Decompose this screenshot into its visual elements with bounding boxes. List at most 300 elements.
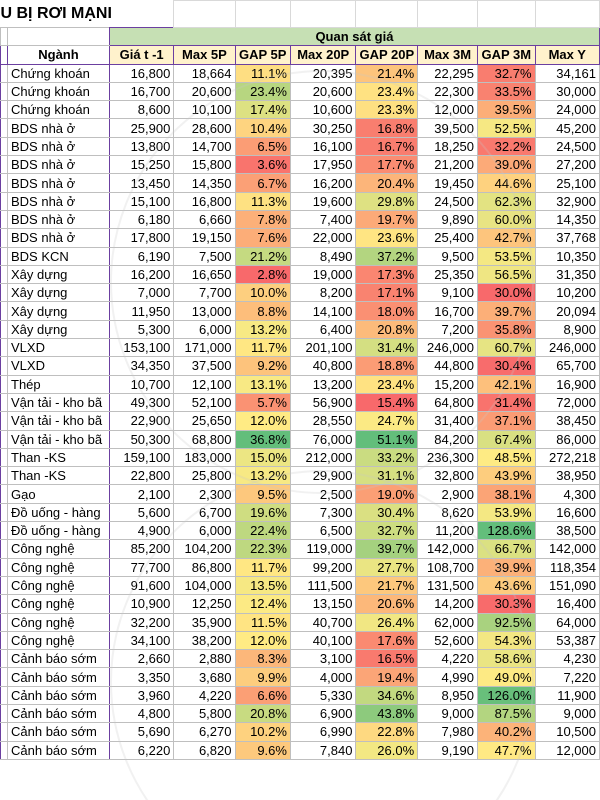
gap-cell[interactable]: 92.5% xyxy=(478,613,536,631)
price-cell[interactable]: 15,200 xyxy=(418,375,478,393)
price-cell[interactable]: 6,270 xyxy=(174,723,235,741)
gap-cell[interactable]: 16.8% xyxy=(356,119,418,137)
gap-cell[interactable]: 17.1% xyxy=(356,284,418,302)
price-cell[interactable]: 45,200 xyxy=(535,119,599,137)
price-cell[interactable]: 99,200 xyxy=(290,558,356,576)
gap-cell[interactable]: 31.4% xyxy=(356,339,418,357)
price-cell[interactable]: 5,800 xyxy=(174,704,235,722)
price-cell[interactable]: 16,200 xyxy=(109,265,173,283)
gap-cell[interactable]: 36.8% xyxy=(235,430,290,448)
price-cell[interactable]: 52,600 xyxy=(418,631,478,649)
price-cell[interactable]: 22,300 xyxy=(418,82,478,100)
gap-cell[interactable]: 27.7% xyxy=(356,558,418,576)
price-cell[interactable]: 16,200 xyxy=(290,174,356,192)
sector-cell[interactable]: Công nghệ xyxy=(8,631,110,649)
price-cell[interactable]: 19,000 xyxy=(290,265,356,283)
price-cell[interactable]: 8,200 xyxy=(290,284,356,302)
gap-cell[interactable]: 52.5% xyxy=(478,119,536,137)
gap-cell[interactable]: 19.4% xyxy=(356,668,418,686)
price-cell[interactable]: 246,000 xyxy=(535,339,599,357)
gap-cell[interactable]: 53.5% xyxy=(478,247,536,265)
price-cell[interactable]: 151,090 xyxy=(535,576,599,594)
price-cell[interactable]: 53,387 xyxy=(535,631,599,649)
gap-cell[interactable]: 11.5% xyxy=(235,613,290,631)
sector-cell[interactable]: Công nghệ xyxy=(8,613,110,631)
price-cell[interactable]: 30,000 xyxy=(535,82,599,100)
sector-cell[interactable]: BDS nhà ở xyxy=(8,119,110,137)
sector-cell[interactable]: BDS nhà ở xyxy=(8,137,110,155)
gap-cell[interactable]: 12.0% xyxy=(235,631,290,649)
price-cell[interactable]: 4,900 xyxy=(109,522,173,540)
sector-cell[interactable]: Cảnh báo sớm xyxy=(8,704,110,722)
price-cell[interactable]: 4,230 xyxy=(535,650,599,668)
gap-cell[interactable]: 39.5% xyxy=(478,101,536,119)
sector-cell[interactable]: Công nghệ xyxy=(8,558,110,576)
sector-cell[interactable]: Cảnh báo sớm xyxy=(8,723,110,741)
gap-cell[interactable]: 39.7% xyxy=(356,540,418,558)
price-cell[interactable]: 72,000 xyxy=(535,393,599,411)
sector-cell[interactable]: Xây dựng xyxy=(8,302,110,320)
price-cell[interactable]: 20,094 xyxy=(535,302,599,320)
price-cell[interactable]: 52,100 xyxy=(174,393,235,411)
price-cell[interactable]: 10,600 xyxy=(290,101,356,119)
price-cell[interactable]: 11,900 xyxy=(535,686,599,704)
gap-cell[interactable]: 21.4% xyxy=(356,64,418,82)
price-cell[interactable]: 25,100 xyxy=(535,174,599,192)
price-cell[interactable]: 30,250 xyxy=(290,119,356,137)
gap-cell[interactable]: 11.1% xyxy=(235,64,290,82)
price-cell[interactable]: 49,300 xyxy=(109,393,173,411)
sector-cell[interactable]: Cảnh báo sớm xyxy=(8,686,110,704)
price-cell[interactable]: 16,700 xyxy=(109,82,173,100)
price-cell[interactable]: 159,100 xyxy=(109,448,173,466)
price-cell[interactable]: 9,000 xyxy=(535,704,599,722)
price-cell[interactable]: 6,500 xyxy=(290,522,356,540)
price-cell[interactable]: 16,600 xyxy=(535,503,599,521)
gap-cell[interactable]: 39.7% xyxy=(478,302,536,320)
price-cell[interactable]: 104,200 xyxy=(174,540,235,558)
gap-cell[interactable]: 42.7% xyxy=(478,229,536,247)
price-cell[interactable]: 68,800 xyxy=(174,430,235,448)
price-cell[interactable]: 6,900 xyxy=(290,704,356,722)
price-cell[interactable]: 9,100 xyxy=(418,284,478,302)
price-cell[interactable]: 24,000 xyxy=(535,101,599,119)
gap-cell[interactable]: 6.5% xyxy=(235,137,290,155)
sector-cell[interactable]: Vận tải - kho bã xyxy=(8,393,110,411)
gap-cell[interactable]: 19.7% xyxy=(356,210,418,228)
gap-cell[interactable]: 47.7% xyxy=(478,741,536,759)
price-cell[interactable]: 183,000 xyxy=(174,448,235,466)
price-cell[interactable]: 34,100 xyxy=(109,631,173,649)
gap-cell[interactable]: 17.7% xyxy=(356,156,418,174)
gap-cell[interactable]: 37.1% xyxy=(478,412,536,430)
price-cell[interactable]: 3,350 xyxy=(109,668,173,686)
gap-cell[interactable]: 60.7% xyxy=(478,339,536,357)
price-cell[interactable]: 272,218 xyxy=(535,448,599,466)
price-cell[interactable]: 17,800 xyxy=(109,229,173,247)
price-cell[interactable]: 7,980 xyxy=(418,723,478,741)
price-cell[interactable]: 8,490 xyxy=(290,247,356,265)
sector-cell[interactable]: Vận tải - kho bã xyxy=(8,412,110,430)
gap-cell[interactable]: 22.8% xyxy=(356,723,418,741)
sector-cell[interactable]: Xây dựng xyxy=(8,284,110,302)
gap-cell[interactable]: 39.0% xyxy=(478,156,536,174)
gap-cell[interactable]: 26.0% xyxy=(356,741,418,759)
price-cell[interactable]: 86,800 xyxy=(174,558,235,576)
sector-cell[interactable]: Gạo xyxy=(8,485,110,503)
gap-cell[interactable]: 15.0% xyxy=(235,448,290,466)
price-cell[interactable]: 28,550 xyxy=(290,412,356,430)
price-cell[interactable]: 64,800 xyxy=(418,393,478,411)
price-cell[interactable]: 2,100 xyxy=(109,485,173,503)
gap-cell[interactable]: 8.3% xyxy=(235,650,290,668)
price-cell[interactable]: 85,200 xyxy=(109,540,173,558)
gap-cell[interactable]: 17.3% xyxy=(356,265,418,283)
sector-cell[interactable]: BDS KCN xyxy=(8,247,110,265)
sector-cell[interactable]: VLXD xyxy=(8,357,110,375)
price-cell[interactable]: 39,500 xyxy=(418,119,478,137)
gap-cell[interactable]: 29.8% xyxy=(356,192,418,210)
price-cell[interactable]: 40,800 xyxy=(290,357,356,375)
gap-cell[interactable]: 9.9% xyxy=(235,668,290,686)
gap-cell[interactable]: 10.4% xyxy=(235,119,290,137)
price-cell[interactable]: 17,950 xyxy=(290,156,356,174)
gap-cell[interactable]: 10.0% xyxy=(235,284,290,302)
gap-cell[interactable]: 22.4% xyxy=(235,522,290,540)
price-cell[interactable]: 2,660 xyxy=(109,650,173,668)
price-cell[interactable]: 6,000 xyxy=(174,320,235,338)
gap-cell[interactable]: 9.6% xyxy=(235,741,290,759)
column-header-gap3m[interactable]: GAP 3M xyxy=(478,46,536,64)
gap-cell[interactable]: 23.4% xyxy=(356,375,418,393)
gap-cell[interactable]: 20.8% xyxy=(356,320,418,338)
price-cell[interactable]: 19,450 xyxy=(418,174,478,192)
price-cell[interactable]: 37,500 xyxy=(174,357,235,375)
price-cell[interactable]: 15,800 xyxy=(174,156,235,174)
price-cell[interactable]: 27,200 xyxy=(535,156,599,174)
gap-cell[interactable]: 19.6% xyxy=(235,503,290,521)
gap-cell[interactable]: 20.4% xyxy=(356,174,418,192)
price-cell[interactable]: 32,900 xyxy=(535,192,599,210)
column-header-max20p[interactable]: Max 20P xyxy=(290,46,356,64)
price-cell[interactable]: 6,000 xyxy=(174,522,235,540)
sector-cell[interactable]: Chứng khoán xyxy=(8,82,110,100)
price-cell[interactable]: 12,250 xyxy=(174,595,235,613)
price-cell[interactable]: 108,700 xyxy=(418,558,478,576)
price-cell[interactable]: 18,250 xyxy=(418,137,478,155)
gap-cell[interactable]: 31.1% xyxy=(356,467,418,485)
price-cell[interactable]: 62,000 xyxy=(418,613,478,631)
price-cell[interactable]: 2,500 xyxy=(290,485,356,503)
price-cell[interactable]: 38,950 xyxy=(535,467,599,485)
gap-cell[interactable]: 13.2% xyxy=(235,467,290,485)
gap-cell[interactable]: 2.8% xyxy=(235,265,290,283)
column-header-max3m[interactable]: Max 3M xyxy=(418,46,478,64)
gap-cell[interactable]: 30.0% xyxy=(478,284,536,302)
gap-cell[interactable]: 17.4% xyxy=(235,101,290,119)
price-cell[interactable]: 76,000 xyxy=(290,430,356,448)
price-cell[interactable]: 86,000 xyxy=(535,430,599,448)
sector-cell[interactable]: VLXD xyxy=(8,339,110,357)
column-header-gap5p[interactable]: GAP 5P xyxy=(235,46,290,64)
gap-cell[interactable]: 7.6% xyxy=(235,229,290,247)
price-cell[interactable]: 4,000 xyxy=(290,668,356,686)
gap-cell[interactable]: 13.5% xyxy=(235,576,290,594)
price-cell[interactable]: 171,000 xyxy=(174,339,235,357)
sector-cell[interactable]: Than -KS xyxy=(8,467,110,485)
gap-cell[interactable]: 9.2% xyxy=(235,357,290,375)
gap-cell[interactable]: 15.4% xyxy=(356,393,418,411)
sector-cell[interactable]: Đồ uống - hàng xyxy=(8,522,110,540)
sector-cell[interactable]: Đồ uống - hàng xyxy=(8,503,110,521)
gap-cell[interactable]: 67.4% xyxy=(478,430,536,448)
gap-cell[interactable]: 37.2% xyxy=(356,247,418,265)
price-cell[interactable]: 14,100 xyxy=(290,302,356,320)
price-cell[interactable]: 4,800 xyxy=(109,704,173,722)
price-cell[interactable]: 16,100 xyxy=(290,137,356,155)
price-cell[interactable]: 6,180 xyxy=(109,210,173,228)
gap-cell[interactable]: 18.8% xyxy=(356,357,418,375)
gap-cell[interactable]: 19.0% xyxy=(356,485,418,503)
price-cell[interactable]: 119,000 xyxy=(290,540,356,558)
price-cell[interactable]: 104,000 xyxy=(174,576,235,594)
price-cell[interactable]: 35,900 xyxy=(174,613,235,631)
price-cell[interactable]: 91,600 xyxy=(109,576,173,594)
price-cell[interactable]: 4,300 xyxy=(535,485,599,503)
gap-cell[interactable]: 34.6% xyxy=(356,686,418,704)
gap-cell[interactable]: 9.5% xyxy=(235,485,290,503)
gap-cell[interactable]: 16.7% xyxy=(356,137,418,155)
gap-cell[interactable]: 87.5% xyxy=(478,704,536,722)
price-cell[interactable]: 20,600 xyxy=(290,82,356,100)
sector-cell[interactable]: Than -KS xyxy=(8,448,110,466)
price-cell[interactable]: 18,664 xyxy=(174,64,235,82)
price-cell[interactable]: 10,350 xyxy=(535,247,599,265)
gap-cell[interactable]: 51.1% xyxy=(356,430,418,448)
sheet-title[interactable]: U BỊ RƠI MẠNI xyxy=(0,4,112,22)
gap-cell[interactable]: 23.4% xyxy=(235,82,290,100)
gap-cell[interactable]: 128.6% xyxy=(478,522,536,540)
price-cell[interactable]: 20,395 xyxy=(290,64,356,82)
price-cell[interactable]: 22,295 xyxy=(418,64,478,82)
price-cell[interactable]: 64,000 xyxy=(535,613,599,631)
gap-cell[interactable]: 32.2% xyxy=(478,137,536,155)
gap-cell[interactable]: 66.7% xyxy=(478,540,536,558)
gap-cell[interactable]: 42.1% xyxy=(478,375,536,393)
gap-cell[interactable]: 33.2% xyxy=(356,448,418,466)
gap-cell[interactable]: 30.4% xyxy=(478,357,536,375)
gap-cell[interactable]: 56.5% xyxy=(478,265,536,283)
price-cell[interactable]: 14,200 xyxy=(418,595,478,613)
sector-cell[interactable]: Công nghệ xyxy=(8,576,110,594)
gap-cell[interactable]: 31.4% xyxy=(478,393,536,411)
price-cell[interactable]: 5,330 xyxy=(290,686,356,704)
price-cell[interactable]: 11,950 xyxy=(109,302,173,320)
price-cell[interactable]: 9,500 xyxy=(418,247,478,265)
price-cell[interactable]: 7,500 xyxy=(174,247,235,265)
gap-cell[interactable]: 32.7% xyxy=(356,522,418,540)
sector-cell[interactable]: Chứng khoán xyxy=(8,64,110,82)
sector-cell[interactable]: BDS nhà ở xyxy=(8,192,110,210)
column-header-gap20p[interactable]: GAP 20P xyxy=(356,46,418,64)
price-cell[interactable]: 7,220 xyxy=(535,668,599,686)
sector-cell[interactable]: Chứng khoán xyxy=(8,101,110,119)
gap-cell[interactable]: 13.1% xyxy=(235,375,290,393)
gap-cell[interactable]: 11.3% xyxy=(235,192,290,210)
price-cell[interactable]: 84,200 xyxy=(418,430,478,448)
price-cell[interactable]: 77,700 xyxy=(109,558,173,576)
gap-cell[interactable]: 23.3% xyxy=(356,101,418,119)
price-cell[interactable]: 21,200 xyxy=(418,156,478,174)
sector-cell[interactable]: BDS nhà ở xyxy=(8,229,110,247)
price-cell[interactable]: 31,400 xyxy=(418,412,478,430)
gap-cell[interactable]: 13.2% xyxy=(235,320,290,338)
price-cell[interactable]: 40,700 xyxy=(290,613,356,631)
price-cell[interactable]: 4,220 xyxy=(418,650,478,668)
price-cell[interactable]: 15,100 xyxy=(109,192,173,210)
gap-cell[interactable]: 60.0% xyxy=(478,210,536,228)
price-cell[interactable]: 8,620 xyxy=(418,503,478,521)
group-header-cell[interactable]: Quan sát giá xyxy=(109,28,599,46)
gap-cell[interactable]: 16.5% xyxy=(356,650,418,668)
price-cell[interactable]: 28,600 xyxy=(174,119,235,137)
price-cell[interactable]: 16,700 xyxy=(418,302,478,320)
sector-cell[interactable]: Cảnh báo sớm xyxy=(8,668,110,686)
price-cell[interactable]: 25,350 xyxy=(418,265,478,283)
gap-cell[interactable]: 48.5% xyxy=(478,448,536,466)
price-cell[interactable]: 25,650 xyxy=(174,412,235,430)
price-cell[interactable]: 16,800 xyxy=(174,192,235,210)
price-cell[interactable]: 9,000 xyxy=(418,704,478,722)
price-cell[interactable]: 34,350 xyxy=(109,357,173,375)
price-cell[interactable]: 4,990 xyxy=(418,668,478,686)
price-cell[interactable]: 38,450 xyxy=(535,412,599,430)
price-cell[interactable]: 5,300 xyxy=(109,320,173,338)
price-cell[interactable]: 12,000 xyxy=(418,101,478,119)
sector-cell[interactable]: Cảnh báo sớm xyxy=(8,741,110,759)
price-cell[interactable]: 8,600 xyxy=(109,101,173,119)
price-cell[interactable]: 7,400 xyxy=(290,210,356,228)
gap-cell[interactable]: 126.0% xyxy=(478,686,536,704)
column-header-max5p[interactable]: Max 5P xyxy=(174,46,235,64)
gap-cell[interactable]: 11.7% xyxy=(235,339,290,357)
sector-cell[interactable]: BDS nhà ở xyxy=(8,210,110,228)
price-cell[interactable]: 13,800 xyxy=(109,137,173,155)
gap-cell[interactable]: 32.7% xyxy=(478,64,536,82)
sector-cell[interactable]: BDS nhà ở xyxy=(8,174,110,192)
price-cell[interactable]: 13,000 xyxy=(174,302,235,320)
price-cell[interactable]: 212,000 xyxy=(290,448,356,466)
price-cell[interactable]: 236,300 xyxy=(418,448,478,466)
gap-cell[interactable]: 20.8% xyxy=(235,704,290,722)
price-cell[interactable]: 22,000 xyxy=(290,229,356,247)
sector-cell[interactable]: Vận tải - kho bã xyxy=(8,430,110,448)
price-cell[interactable]: 16,400 xyxy=(535,595,599,613)
gap-cell[interactable]: 12.4% xyxy=(235,595,290,613)
price-cell[interactable]: 38,500 xyxy=(535,522,599,540)
gap-cell[interactable]: 3.6% xyxy=(235,156,290,174)
price-cell[interactable]: 7,840 xyxy=(290,741,356,759)
price-cell[interactable]: 8,950 xyxy=(418,686,478,704)
price-cell[interactable]: 7,700 xyxy=(174,284,235,302)
price-cell[interactable]: 246,000 xyxy=(418,339,478,357)
gap-cell[interactable]: 21.7% xyxy=(356,576,418,594)
price-cell[interactable]: 6,990 xyxy=(290,723,356,741)
gap-cell[interactable]: 44.6% xyxy=(478,174,536,192)
gap-cell[interactable]: 39.9% xyxy=(478,558,536,576)
sector-cell[interactable]: Công nghệ xyxy=(8,595,110,613)
gap-cell[interactable]: 18.0% xyxy=(356,302,418,320)
price-cell[interactable]: 14,700 xyxy=(174,137,235,155)
price-cell[interactable]: 16,800 xyxy=(109,64,173,82)
price-cell[interactable]: 12,100 xyxy=(174,375,235,393)
gap-cell[interactable]: 53.9% xyxy=(478,503,536,521)
column-header-maxy[interactable]: Max Y xyxy=(535,46,599,64)
gap-cell[interactable]: 6.6% xyxy=(235,686,290,704)
price-cell[interactable]: 15,250 xyxy=(109,156,173,174)
price-cell[interactable]: 3,100 xyxy=(290,650,356,668)
gap-cell[interactable]: 7.8% xyxy=(235,210,290,228)
gap-cell[interactable]: 54.3% xyxy=(478,631,536,649)
gap-cell[interactable]: 43.8% xyxy=(356,704,418,722)
price-cell[interactable]: 10,700 xyxy=(109,375,173,393)
price-cell[interactable]: 34,161 xyxy=(535,64,599,82)
price-cell[interactable]: 44,800 xyxy=(418,357,478,375)
price-cell[interactable]: 32,200 xyxy=(109,613,173,631)
price-cell[interactable]: 142,000 xyxy=(418,540,478,558)
gap-cell[interactable]: 43.9% xyxy=(478,467,536,485)
gap-cell[interactable]: 26.4% xyxy=(356,613,418,631)
column-header-name[interactable]: Ngành xyxy=(8,46,110,64)
gap-cell[interactable]: 30.3% xyxy=(478,595,536,613)
price-cell[interactable]: 29,900 xyxy=(290,467,356,485)
gap-cell[interactable]: 5.7% xyxy=(235,393,290,411)
gap-cell[interactable]: 24.7% xyxy=(356,412,418,430)
price-cell[interactable]: 6,220 xyxy=(109,741,173,759)
price-cell[interactable]: 65,700 xyxy=(535,357,599,375)
price-cell[interactable]: 8,900 xyxy=(535,320,599,338)
gap-cell[interactable]: 20.6% xyxy=(356,595,418,613)
price-cell[interactable]: 32,800 xyxy=(418,467,478,485)
price-cell[interactable]: 25,800 xyxy=(174,467,235,485)
price-cell[interactable]: 9,890 xyxy=(418,210,478,228)
price-cell[interactable]: 13,450 xyxy=(109,174,173,192)
price-cell[interactable]: 19,150 xyxy=(174,229,235,247)
price-cell[interactable]: 6,820 xyxy=(174,741,235,759)
price-cell[interactable]: 6,190 xyxy=(109,247,173,265)
sector-cell[interactable]: Xây dựng xyxy=(8,265,110,283)
gap-cell[interactable]: 6.7% xyxy=(235,174,290,192)
price-cell[interactable]: 9,190 xyxy=(418,741,478,759)
price-cell[interactable]: 10,100 xyxy=(174,101,235,119)
price-cell[interactable]: 7,300 xyxy=(290,503,356,521)
price-cell[interactable]: 38,200 xyxy=(174,631,235,649)
sector-cell[interactable]: Xây dựng xyxy=(8,320,110,338)
price-cell[interactable]: 201,100 xyxy=(290,339,356,357)
price-cell[interactable]: 12,000 xyxy=(535,741,599,759)
price-cell[interactable]: 14,350 xyxy=(535,210,599,228)
gap-cell[interactable]: 30.4% xyxy=(356,503,418,521)
gap-cell[interactable]: 10.2% xyxy=(235,723,290,741)
sector-cell[interactable]: Thép xyxy=(8,375,110,393)
price-cell[interactable]: 10,900 xyxy=(109,595,173,613)
gap-cell[interactable]: 38.1% xyxy=(478,485,536,503)
price-cell[interactable]: 50,300 xyxy=(109,430,173,448)
price-cell[interactable]: 56,900 xyxy=(290,393,356,411)
gap-cell[interactable]: 40.2% xyxy=(478,723,536,741)
price-cell[interactable]: 10,200 xyxy=(535,284,599,302)
gap-cell[interactable]: 12.0% xyxy=(235,412,290,430)
